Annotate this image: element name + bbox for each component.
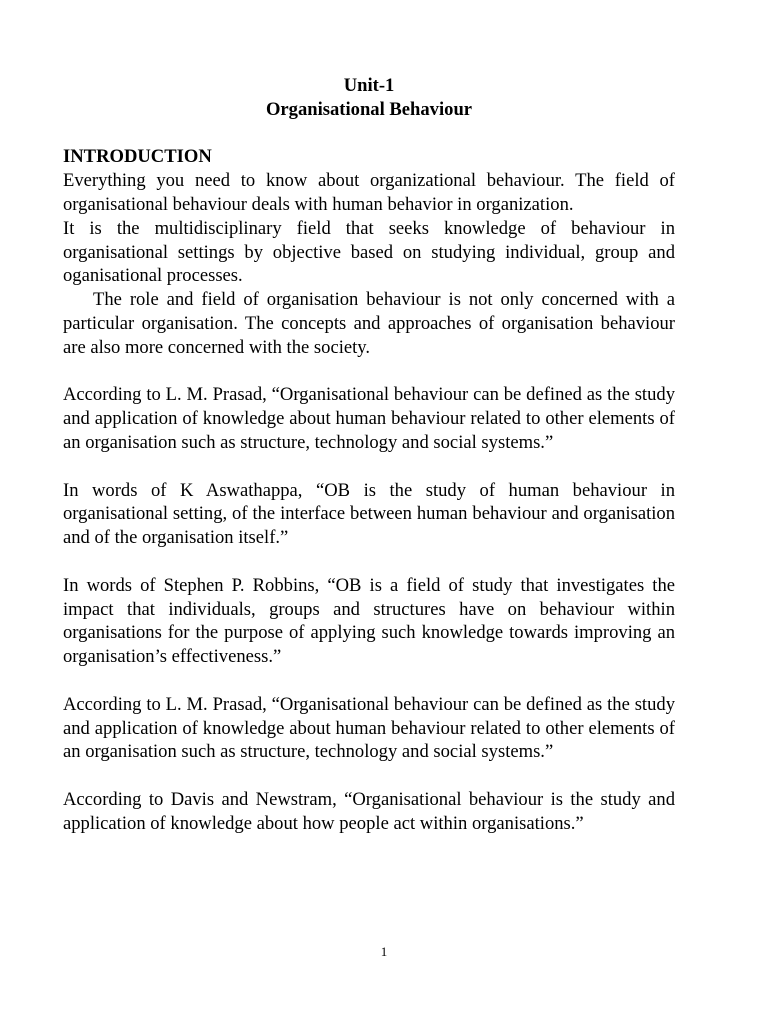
definition-aswathappa: In words of K Aswathappa, “OB is the study of human behaviour in organisational setting, of the interface between human behaviour and organisation and of the organisation itself.” bbox=[63, 479, 675, 549]
definition-prasad-repeat: According to L. M. Prasad, “Organisational behaviour can be defined as the study and application of knowledge about human behaviour related to other elements of an organisation such as structure, technology and social systems.” bbox=[63, 693, 675, 763]
intro-paragraph-2: It is the multidisciplinary field that seeks knowledge of behaviour in organisational settings by objective based on studying individual, group and oganisational processes. bbox=[63, 217, 675, 287]
definition-robbins: In words of Stephen P. Robbins, “OB is a field of study that investigates the impact that individuals, groups and structures have on behaviour within organisations for the purpose of applying such knowledge towards improving an organisation’s effectiveness.” bbox=[63, 574, 675, 668]
intro-paragraph-1: Everything you need to know about organizational behaviour. The field of organisational behaviour deals with human behavior in organization. bbox=[63, 170, 675, 215]
section-heading: INTRODUCTION bbox=[63, 146, 212, 168]
document-page bbox=[63, 74, 675, 836]
intro-paragraph-3: The role and field of organisation behaviour is not only concerned with a particular organisation. The concepts and approaches of organisation behaviour are also more concerned with the society. bbox=[63, 289, 675, 358]
definition-davis-newstram: According to Davis and Newstram, “Organisational behaviour is the study and application of knowledge about how people act within organisations.” bbox=[63, 788, 675, 834]
unit-label: Unit-1 bbox=[343, 75, 395, 96]
page-number: 1 bbox=[380, 944, 388, 959]
document-title: Organisational Behaviour bbox=[265, 98, 473, 120]
definition-prasad: According to L. M. Prasad, “Organisational behaviour can be defined as the study and application of knowledge about human behaviour related to other elements of an organisation such as structure, technology and social systems.” bbox=[63, 384, 675, 453]
